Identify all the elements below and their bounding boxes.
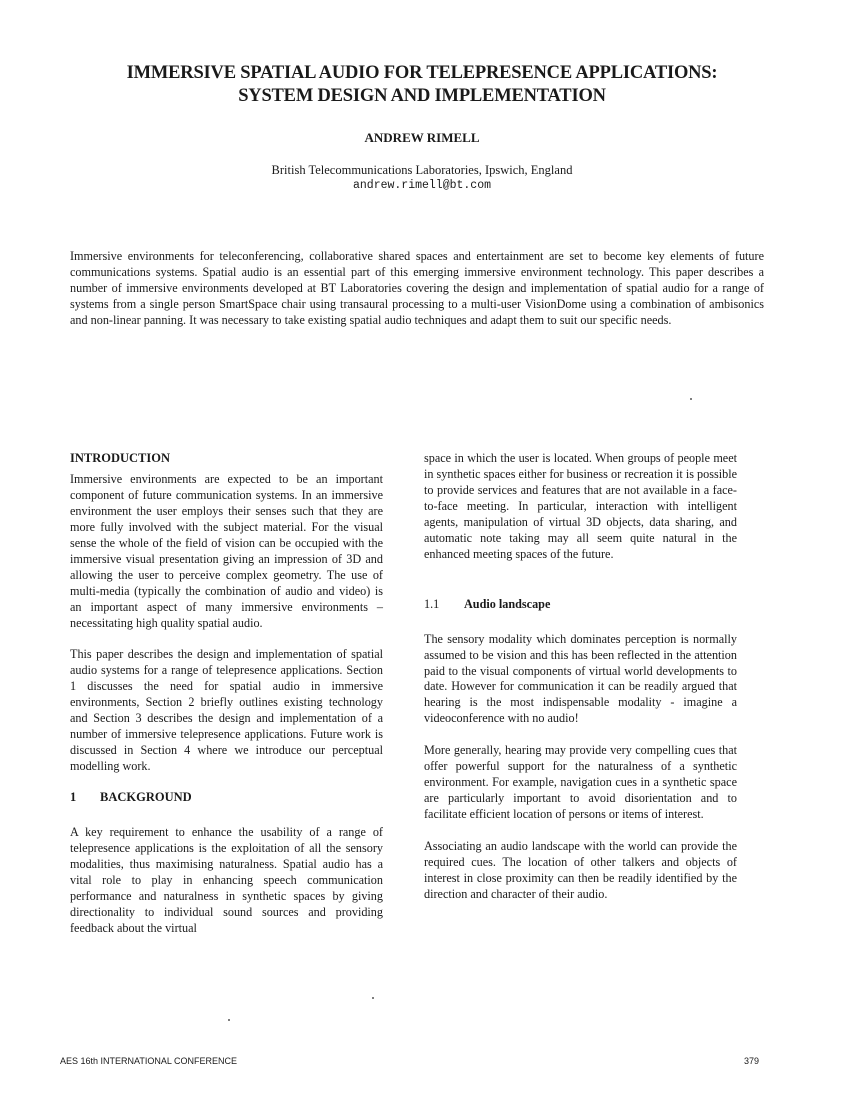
audio-landscape-paragraph-1: The sensory modality which dominates perception is normally assumed to be vision and this has been reflected in the attention paid to the visual components of virtual world developments to date. However for communication it can be readily argued that hearing is the most indispensable modality - imagine a videoconference with no audio! — [424, 631, 737, 726]
section-title: BACKGROUND — [100, 790, 192, 805]
abstract: Immersive environments for teleconferencing, collaborative shared spaces and entertainment are set to become key elements of future communications systems. Spatial audio is an essential part of this emerging immersive environment technology. This paper describes a number of immersive environments developed at BT Laboratories covering the design and implementation of spatial audio for a range of systems from a single person SmartSpace chair using transaural processing to a multi-user VisionDome using a combination of ambisonics and non-linear panning. It was necessary to take existing spatial audio techniques and adapt them to suit our specific needs. — [70, 249, 764, 328]
scan-speck — [690, 398, 692, 400]
author-name: ANDREW RIMELL — [364, 130, 480, 145]
scan-speck — [372, 997, 374, 999]
subsection-number: 1.1 — [424, 596, 440, 611]
section-heading-background — [70, 790, 383, 806]
right-column — [424, 451, 737, 903]
scan-speck — [228, 1019, 230, 1021]
intro-paragraph-2: This paper describes the design and implementation of spatial audio systems for a range of telepresence applications. Section 1 discusses the need for spatial audio in immersive environments, Section 2 briefly outlines existing technology and Section 3 describes the design and implementation of a number of immersive telepresence applications. Future work is discussed in Section 4 where we introduce our perceptual modelling work. — [70, 647, 383, 774]
background-paragraph-1: A key requirement to enhance the usability of a range of telepresence applications is the exploitation of all the sensory modalities, thus maximising naturalness. Spatial audio has a vital role to play in enhancing speech communication performance and naturalness in synthetic spaces by giving directionality to individual sound sources and providing feedback about the virtual — [70, 825, 383, 935]
subsection-title: Audio landscape — [464, 596, 551, 611]
right-paragraph-0: space in which the user is located. When groups of people meet in synthetic spaces either for business or recreation it is possible to provide services and features that are not available in a face-to-face meeting. In particular, interaction with intelligent agents, manipulation of virtual 3D objects, data sharing, and automatic note taking may all seem quite natural in the enhanced meeting spaces of the future. — [424, 451, 737, 561]
left-column — [70, 451, 383, 937]
footer-conference: AES 16th INTERNATIONAL CONFERENCE — [60, 1056, 238, 1066]
paper-title-line-1: IMMERSIVE SPATIAL AUDIO FOR TELEPRESENCE APPLICATIONS: — [126, 63, 718, 83]
paper-title — [40, 62, 804, 108]
section-heading-introduction: INTRODUCTION — [70, 451, 171, 465]
audio-landscape-paragraph-2: More generally, hearing may provide very compelling cues that offer powerful support for the naturalness of a synthetic environment. For example, navigation cues in a synthetic space are particularly important to avoid disorientation and to facilitate efficient location of persons or items of interest. — [424, 743, 737, 822]
paper-title-line-2: SYSTEM DESIGN AND IMPLEMENTATION — [238, 86, 606, 106]
subsection-heading-audio-landscape — [424, 597, 737, 613]
author-affiliation: British Telecommunications Laboratories, Ipswich, England — [271, 163, 573, 177]
author-email: andrew.rimell@bt.com — [352, 179, 492, 192]
intro-paragraph-1: Immersive environments are expected to be an important component of future communication systems. In an immersive environment the user employs their senses such that they are more fully involved with the subject material. For the visual sense the whole of the field of vision can be occupied with the immersive visual presentation giving an impression of 3D and allowing the user to perceive complex geometry. The use of multi-media (typically the combination of audio and video) is an important aspect of many immersive environments – necessitating high quality spatial audio. — [70, 471, 383, 630]
footer-page-number: 379 — [744, 1056, 760, 1066]
audio-landscape-paragraph-3: Associating an audio landscape with the world can provide the required cues. The location of other talkers and objects of interest in close proximity can then be readily identified by the direction and character of their audio. — [424, 839, 737, 901]
section-number: 1 — [70, 790, 77, 805]
